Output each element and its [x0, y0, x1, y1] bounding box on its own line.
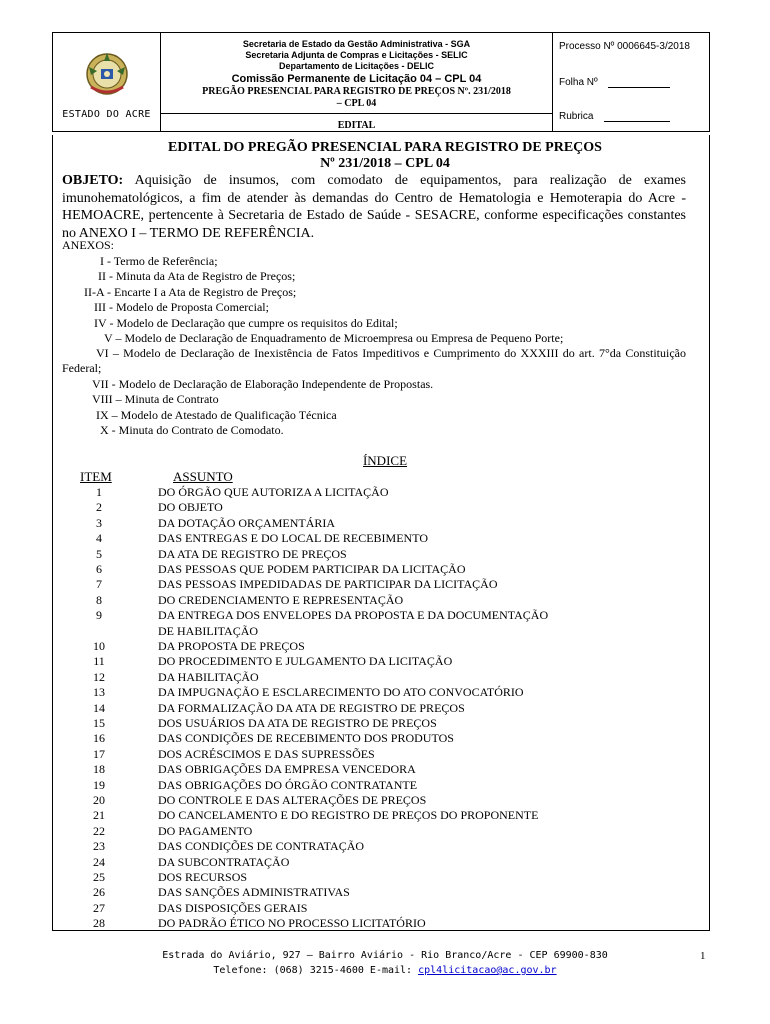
pregao-line: PREGÃO PRESENCIAL PARA REGISTRO DE PREÇOS Nº. 231/2018 [202, 86, 511, 97]
pregao-line: – CPL 04 [336, 98, 377, 109]
row-subject: DA HABILITAÇÃO [158, 669, 259, 684]
row-item-number: 12 [93, 669, 105, 684]
indice-title: ÍNDICE [362, 453, 408, 468]
page-number: 1 [700, 950, 706, 962]
anexo-item: IV - Modelo de Declaração que cumpre os requisitos do Edital; [94, 316, 398, 330]
objeto-paragraph [62, 172, 686, 242]
footer-contact [0, 965, 770, 976]
objeto-label: OBJETO: [62, 173, 124, 188]
footer-email-link[interactable]: cpl4licitacao@ac.gov.br [418, 965, 557, 976]
folha-label: Folha Nº [559, 77, 598, 88]
divider [161, 113, 552, 114]
rubrica-label: Rubrica [559, 111, 594, 122]
footer-phone: Telefone: (068) 3215-4600 E-mail: [213, 965, 413, 976]
row-item-number: 15 [93, 716, 105, 730]
anexos-label: ANEXOS: [62, 238, 115, 252]
row-subject: DO PADRÃO ÉTICO NO PROCESSO LICITATÓRIO [158, 916, 426, 931]
row-subject: DA PROPOSTA DE PREÇOS [158, 639, 305, 653]
row-item-number: 5 [96, 546, 102, 561]
row-subject-continuation: DE HABILITAÇÃO [158, 623, 259, 638]
row-subject: DOS RECURSOS [158, 870, 248, 884]
folha-field [559, 77, 670, 88]
anexo-item: VII - Modelo de Declaração de Elaboração Independente de Propostas. [92, 377, 434, 391]
edital-label: EDITAL [337, 120, 376, 131]
row-subject: DAS ENTREGAS E DO LOCAL DE RECEBIMENTO [158, 531, 428, 546]
anexo-item: IX – Modelo de Atestado de Qualificação Técnica [96, 408, 337, 422]
row-subject: DA ATA DE REGISTRO DE PREÇOS [158, 546, 347, 561]
processo-number: Processo Nº 0006645-3/2018 [559, 41, 690, 52]
row-item-number: 13 [93, 685, 105, 700]
header-title-cell [161, 33, 553, 131]
row-subject: DO PROCEDIMENTO E JULGAMENTO DA LICITAÇÃO [158, 654, 453, 669]
row-subject: DO CANCELAMENTO E DO REGISTRO DE PREÇOS DO PROPONENTE [158, 808, 539, 823]
row-item-number: 10 [93, 639, 105, 653]
col-header-item: ITEM [80, 469, 112, 484]
row-subject: DO CREDENCIAMENTO E REPRESENTAÇÃO [158, 592, 404, 607]
row-subject: DOS ACRÉSCIMOS E DAS SUPRESSÕES [158, 746, 375, 761]
row-item-number: 25 [93, 870, 105, 884]
row-item-number: 27 [93, 900, 105, 915]
estado-label: ESTADO DO ACRE [62, 109, 151, 120]
anexo-item: V – Modelo de Declaração de Enquadramento de Microempresa ou Empresa de Pequeno Porte; [104, 331, 564, 345]
state-seal-icon [81, 47, 133, 99]
document-header [52, 32, 710, 132]
col-header-assunto: ASSUNTO [173, 469, 233, 484]
row-item-number: 1 [96, 485, 102, 499]
row-subject: DAS CONDIÇÕES DE RECEBIMENTO DOS PRODUTOS [158, 731, 454, 746]
anexo-item: VI – Modelo de Declaração de Inexistência de Fatos Impeditivos e Cumprimento do XXXIII do art. 7°da Constituição Federal; [62, 346, 686, 375]
anexo-item: VIII – Minuta de Contrato [92, 392, 219, 406]
row-item-number: 23 [93, 839, 105, 854]
row-item-number: 14 [93, 700, 105, 715]
document-subtitle: Nº 231/2018 – CPL 04 [320, 156, 450, 171]
org-lines [161, 39, 552, 72]
row-item-number: 17 [93, 746, 105, 761]
objeto-text: Aquisição de insumos, com comodato de equipamentos, para realização de exames imunohematológicos, a fim de atender às demandas do Centro de Hematologia e Hemoterapia do Acre - HEMOACRE, pertencente à Secretaria de Estado de Saúde - SESACRE, conforme especificações constantes no ANEXO I – TERMO DE REFERÊNCIA. [62, 173, 686, 241]
row-item-number: 2 [96, 500, 102, 515]
footer-address: Estrada do Aviário, 927 – Bairro Aviário - Rio Branco/Acre - CEP 69900-830 [162, 950, 608, 961]
folha-blank-line [608, 87, 670, 88]
org-line: Secretaria de Estado da Gestão Administrativa - SGA [242, 39, 471, 49]
row-item-number: 7 [96, 577, 102, 592]
row-subject: DA DOTAÇÃO ORÇAMENTÁRIA [158, 515, 336, 530]
document-title: EDITAL DO PREGÃO PRESENCIAL PARA REGISTRO DE PREÇOS [168, 140, 602, 155]
row-subject: DAS OBRIGAÇÕES DO ÓRGÃO CONTRATANTE [158, 777, 418, 792]
row-item-number: 28 [93, 916, 105, 931]
row-item-number: 11 [93, 654, 105, 669]
row-subject: DAS OBRIGAÇÕES DA EMPRESA VENCEDORA [158, 762, 416, 777]
anexo-item: II - Minuta da Ata de Registro de Preços; [98, 269, 296, 283]
row-item-number: 16 [93, 731, 105, 746]
rubrica-blank-line [604, 121, 670, 122]
header-process-cell [553, 33, 709, 131]
anexo-item: III - Modelo de Proposta Comercial; [94, 300, 269, 314]
commission-name: Comissão Permanente de Licitação 04 – CPL 04 [231, 73, 482, 85]
org-line: Secretaria Adjunta de Compras e Licitações - SELIC [245, 50, 468, 60]
row-subject: DAS PESSOAS QUE PODEM PARTICIPAR DA LICITAÇÃO [158, 562, 466, 576]
row-subject: DO PAGAMENTO [158, 823, 253, 838]
row-item-number: 18 [93, 762, 105, 777]
org-line: Departamento de Licitações - DELIC [278, 61, 435, 71]
anexo-item: I - Termo de Referência; [100, 254, 218, 268]
anexo-item: X - Minuta do Contrato de Comodato. [100, 423, 284, 437]
row-subject: DAS SANÇÕES ADMINISTRATIVAS [158, 885, 350, 900]
row-item-number: 24 [93, 854, 105, 869]
row-subject: DO ÓRGÃO QUE AUTORIZA A LICITAÇÃO [158, 485, 389, 499]
row-subject: DA SUBCONTRATAÇÃO [158, 854, 290, 869]
row-item-number: 3 [96, 515, 102, 530]
row-subject: DA FORMALIZAÇÃO DA ATA DE REGISTRO DE PREÇOS [158, 700, 465, 715]
row-item-number: 9 [96, 608, 102, 623]
row-item-number: 20 [93, 793, 105, 807]
row-subject: DOS USUÁRIOS DA ATA DE REGISTRO DE PREÇOS [158, 716, 437, 730]
row-subject: DA ENTREGA DOS ENVELOPES DA PROPOSTA E DA DOCUMENTAÇÃO [158, 608, 549, 623]
row-item-number: 6 [96, 562, 102, 576]
row-item-number: 4 [96, 531, 102, 546]
row-item-number: 26 [93, 885, 105, 900]
row-subject: DO OBJETO [158, 500, 223, 515]
rubrica-field [559, 111, 670, 122]
row-subject: DAS PESSOAS IMPEDIDADAS DE PARTICIPAR DA LICITAÇÃO [158, 577, 498, 592]
row-item-number: 22 [93, 823, 105, 838]
anexo-item: II-A - Encarte I a Ata de Registro de Preços; [84, 285, 297, 299]
row-subject: DA IMPUGNAÇÃO E ESCLARECIMENTO DO ATO CONVOCATÓRIO [158, 685, 524, 700]
row-item-number: 21 [93, 808, 105, 823]
row-subject: DAS CONDIÇÕES DE CONTRATAÇÃO [158, 839, 365, 854]
row-item-number: 8 [96, 592, 102, 607]
pregao-title [161, 86, 552, 110]
row-item-number: 19 [93, 777, 105, 792]
header-logo-cell [53, 33, 161, 131]
row-subject: DAS DISPOSIÇÕES GERAIS [158, 900, 308, 915]
row-subject: DO CONTROLE E DAS ALTERAÇÕES DE PREÇOS [158, 793, 427, 807]
